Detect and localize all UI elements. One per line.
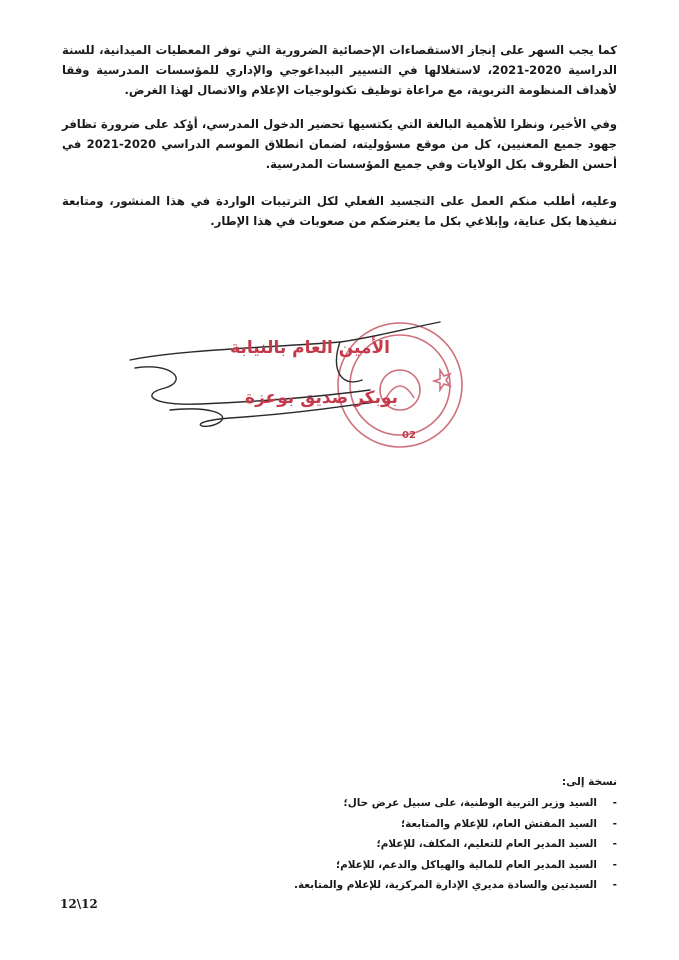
- paragraph-school-entry: وفي الأخير، ونظرا للأهمية البالغة التي يكتسيها تحضير الدخول المدرسي، أؤكد على ضرورة تظافر جهود جميع المعنيين، كل من موقع مسؤوليته، لضمان انطلاق الموسم الدراسي 2020-2021 في أحسن الظروف بكل الولايات وفي جميع المؤسسات المدرسية.: [62, 117, 617, 171]
- copies-title: نسخة إلى:: [561, 776, 617, 788]
- paragraph-request: وعليه، أطلب منكم العمل على التجسيد الفعلي لكل الترتيبات الواردة في هذا المنشور، ومتابعة تنفيذها بكل عناية، وإبلاغي بكل ما يعترضكم من صعوبات في هذا الإطار.: [62, 194, 617, 228]
- copy-recipient: - السيد المدير العام للمالية والهياكل والدعم، للإعلام؛: [336, 858, 617, 871]
- signature-block: [110, 310, 490, 460]
- page-number: 12\12: [60, 897, 98, 911]
- copy-recipient: - السيد المدير العام للتعليم، المكلف، للإعلام؛: [376, 838, 617, 850]
- copies-section: [277, 776, 617, 896]
- stamp-number: 02: [402, 430, 416, 441]
- paragraph-statistics: كما يجب السهر على إنجاز الاستقصاءات الإحصائية الضرورية التي توفر المعطيات الميدانية، للسنة الدراسية 2020-2021، لاستغلالها في التسيير البيداغوجي والإداري للمؤسسات المدرسية وفقا لأهداف المنظومة التربوية، مع مراعاة توظيف تكنولوجيات الإعلام والاتصال لهذا الغرض.: [62, 43, 618, 97]
- copy-recipient: - السيد وزير التربية الوطنية، على سبيل عرض حال؛: [343, 797, 617, 809]
- copies-list: [277, 793, 617, 896]
- stamp-and-signature-graphic: [110, 310, 490, 460]
- signatory-name: بوبكر صديق بوعزة: [245, 388, 398, 408]
- signatory-title: الأمين العام بالنيابة: [230, 338, 390, 358]
- copy-recipient: - السيد المفتش العام، للإعلام والمتابعة؛: [400, 817, 617, 830]
- copy-recipient: - السيدتين والسادة مديري الإدارة المركزية، للإعلام والمتابعة.: [294, 879, 617, 891]
